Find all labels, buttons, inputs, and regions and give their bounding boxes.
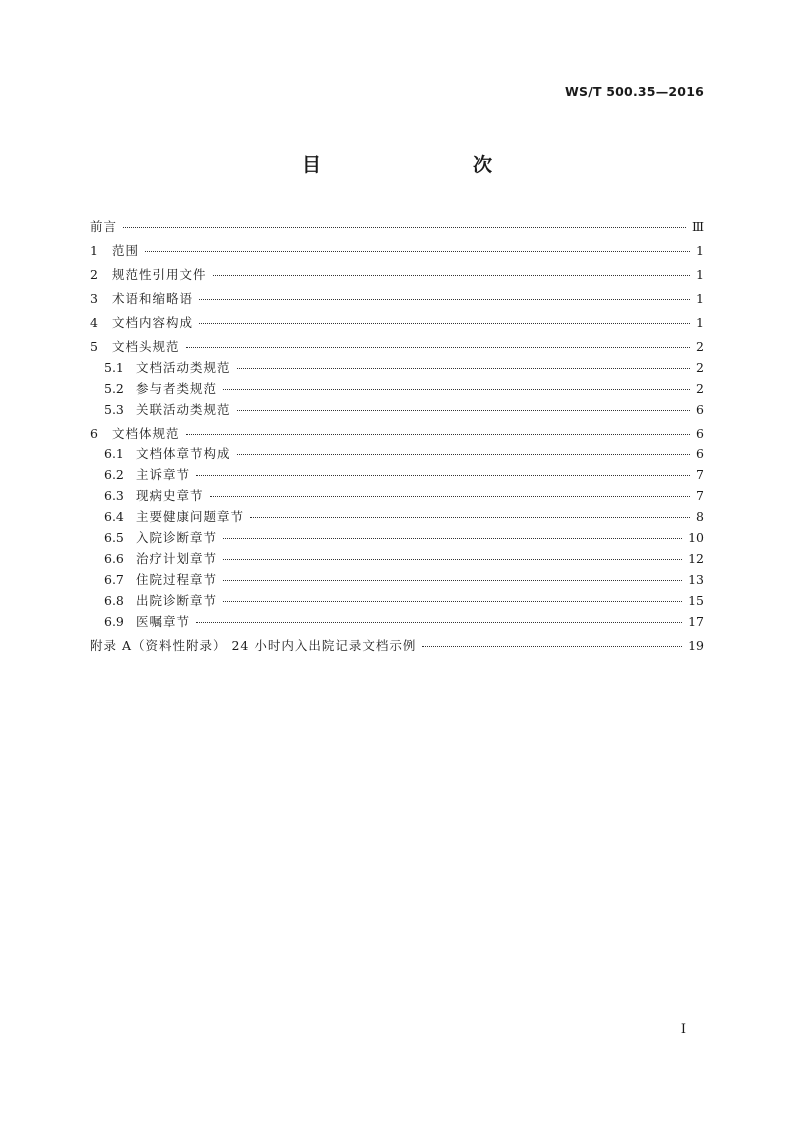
toc-entry-page: 12 [688, 550, 704, 566]
toc-leader-dots [422, 646, 682, 647]
toc-entry-page: 1 [696, 266, 704, 282]
toc-entry-number: 6 [90, 425, 98, 441]
toc-leader-dots [186, 347, 690, 348]
standard-code: WS/T 500.35—2016 [565, 84, 704, 99]
toc-entry-label: 规范性引用文件 [112, 266, 207, 282]
toc-entry-page: 6 [696, 401, 704, 417]
toc-leader-dots [223, 538, 682, 539]
toc-leader-dots [196, 622, 682, 623]
toc-entry-label: 医嘱章节 [136, 613, 191, 629]
toc-entry-page: 1 [696, 314, 704, 330]
toc-entry-label: 文档体规范 [112, 425, 180, 441]
toc-entry[interactable] [90, 241, 704, 262]
toc-entry[interactable] [90, 591, 704, 612]
toc-entry[interactable] [90, 465, 704, 486]
toc-entry-label: 入院诊断章节 [136, 530, 218, 546]
toc-entry-number: 6.5 [104, 530, 124, 546]
toc-entry-number: 6.1 [104, 446, 124, 462]
toc-entry[interactable] [90, 379, 704, 400]
toc-entry-label: 出院诊断章节 [136, 592, 218, 608]
toc-entry[interactable] [90, 549, 704, 570]
toc-leader-dots [237, 368, 690, 369]
page-number: Ⅰ [680, 1022, 686, 1037]
toc-leader-dots [223, 389, 690, 390]
toc-entry[interactable] [90, 444, 704, 465]
toc-entry-page: 2 [696, 338, 704, 354]
toc-entry-page: 7 [696, 467, 704, 483]
toc-entry-label: 附录 A（资料性附录） 24 小时内入出院记录文档示例 [90, 637, 417, 653]
toc-entry-number: 5.1 [104, 359, 124, 375]
toc-entry[interactable] [90, 337, 704, 358]
toc-entry-label: 文档活动类规范 [136, 359, 231, 375]
toc-entry-page: 6 [696, 425, 704, 441]
toc-entry-page: 2 [696, 359, 704, 375]
toc-entry-number: 1 [90, 242, 98, 258]
toc-entry-page: 1 [696, 290, 704, 306]
toc-leader-dots [223, 601, 682, 602]
toc-entry-number: 6.3 [104, 488, 124, 504]
toc-leader-dots [250, 517, 690, 518]
toc-entry-label: 范围 [112, 242, 140, 258]
toc-entry-page: Ⅲ [691, 219, 704, 234]
toc-entry-number: 6.6 [104, 550, 124, 566]
toc-leader-dots [199, 299, 690, 300]
toc-leader-dots [186, 434, 690, 435]
toc-leader-dots [237, 454, 690, 455]
toc-entry-number: 6.4 [104, 509, 124, 525]
table-of-contents [90, 217, 704, 656]
toc-leader-dots [210, 496, 690, 497]
toc-entry-page: 2 [696, 380, 704, 396]
toc-leader-dots [196, 475, 690, 476]
toc-entry-label: 术语和缩略语 [112, 290, 194, 306]
toc-entry-number: 4 [90, 314, 98, 330]
toc-entry[interactable] [90, 400, 704, 421]
toc-leader-dots [123, 227, 686, 228]
toc-entry-label: 主要健康问题章节 [136, 509, 245, 525]
toc-entry[interactable] [90, 424, 704, 445]
toc-entry-label: 文档头规范 [112, 338, 180, 354]
toc-entry[interactable] [90, 570, 704, 591]
toc-leader-dots [145, 251, 690, 252]
toc-leader-dots [199, 323, 690, 324]
toc-entry-page: 17 [688, 613, 704, 629]
toc-entry-number: 6.8 [104, 592, 124, 608]
toc-entry-number: 5.3 [104, 401, 124, 417]
toc-entry[interactable] [90, 313, 704, 334]
toc-entry[interactable] [90, 289, 704, 310]
toc-leader-dots [213, 275, 690, 276]
toc-entry-label: 参与者类规范 [136, 380, 218, 396]
toc-entry-page: 8 [696, 509, 704, 525]
toc-entry[interactable] [90, 612, 704, 633]
toc-entry-label: 关联活动类规范 [136, 401, 231, 417]
toc-entry-number: 5.2 [104, 380, 124, 396]
toc-entry[interactable] [90, 636, 704, 657]
toc-entry-number: 6.9 [104, 613, 124, 629]
toc-entry-page: 6 [696, 446, 704, 462]
toc-entry[interactable] [90, 217, 704, 238]
page-title: 目 次 [301, 154, 530, 176]
toc-entry-label: 住院过程章节 [136, 571, 218, 587]
toc-entry[interactable] [90, 486, 704, 507]
toc-entry-page: 7 [696, 488, 704, 504]
toc-entry-label: 主诉章节 [136, 467, 191, 483]
toc-entry-number: 5 [90, 338, 98, 354]
toc-leader-dots [223, 559, 682, 560]
toc-entry-page: 10 [688, 530, 704, 546]
toc-entry-page: 13 [688, 571, 704, 587]
toc-leader-dots [237, 410, 690, 411]
toc-entry-label: 文档体章节构成 [136, 446, 231, 462]
toc-entry[interactable] [90, 507, 704, 528]
toc-entry-label: 文档内容构成 [112, 314, 194, 330]
toc-entry-page: 19 [688, 637, 704, 653]
toc-entry-label: 治疗计划章节 [136, 550, 218, 566]
toc-entry-number: 2 [90, 266, 98, 282]
toc-entry-page: 15 [688, 592, 704, 608]
toc-entry-label: 前言 [90, 219, 118, 234]
toc-entry-number: 3 [90, 290, 98, 306]
toc-entry-number: 6.7 [104, 571, 124, 587]
toc-entry-page: 1 [696, 242, 704, 258]
toc-entry-label: 现病史章节 [136, 488, 204, 504]
toc-entry[interactable] [90, 528, 704, 549]
toc-leader-dots [223, 580, 682, 581]
toc-entry[interactable] [90, 265, 704, 286]
toc-entry-number: 6.2 [104, 467, 124, 483]
toc-entry[interactable] [90, 358, 704, 379]
